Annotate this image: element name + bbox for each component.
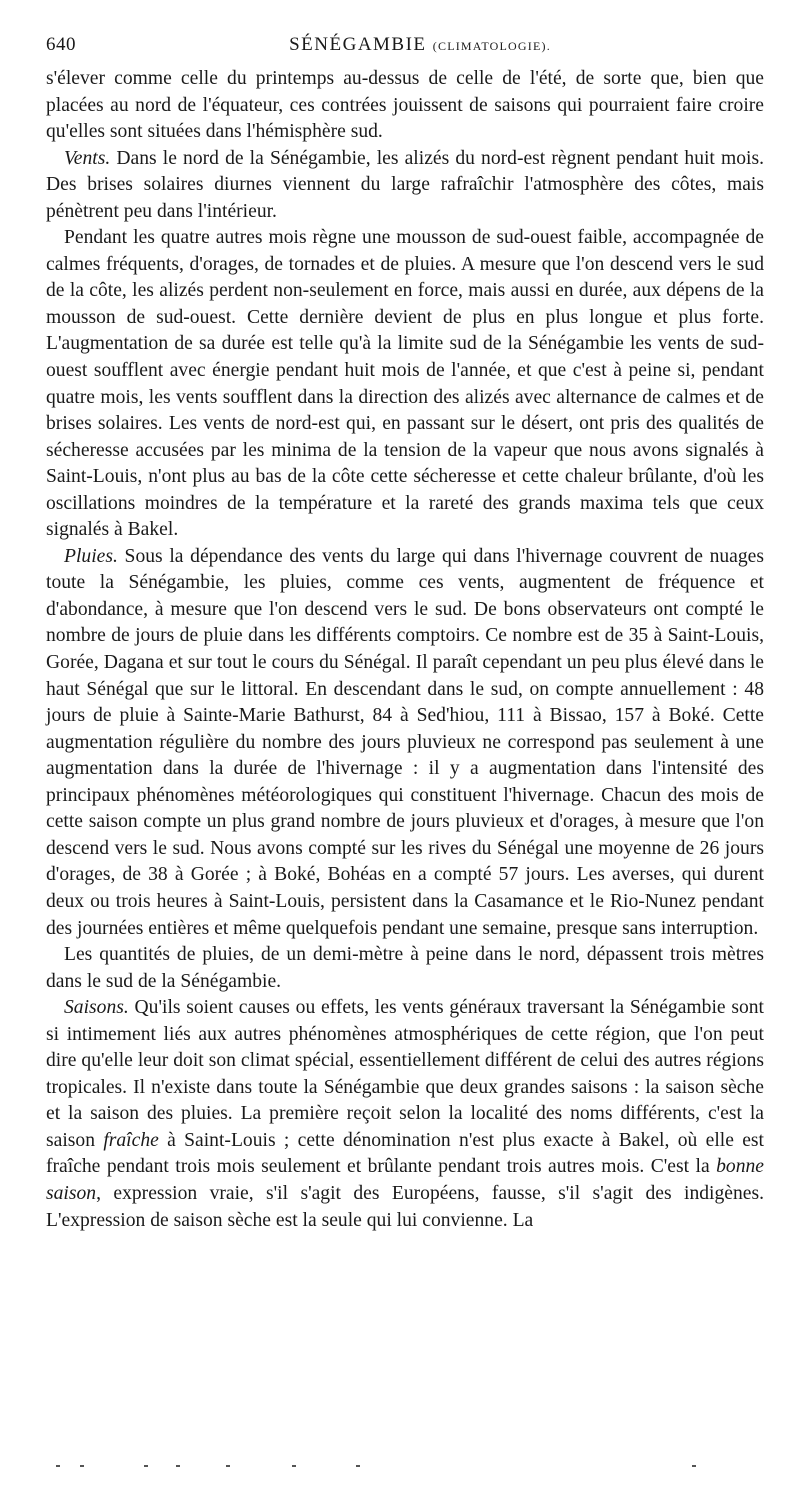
paragraph-quantites <box>46 942 764 995</box>
section-lead: Pluies. <box>64 545 118 567</box>
page-number: 640 <box>46 34 76 55</box>
scan-mark <box>292 1465 296 1467</box>
page-header <box>46 30 764 66</box>
section-lead: Vents. <box>64 147 111 169</box>
scan-mark <box>356 1465 360 1467</box>
paragraph-saisons <box>46 995 764 1234</box>
paragraph-text: Pendant les quatre autres mois règne une mousson de sud-ouest faible, accompagnée de calmes fréquents, d'orages, de tornades et de pluies. A mesure que l'on descend vers le sud de la côte, les alizés perdent non-seulement en force, mais aussi en durée, aux dépens de la mousson de sud-ouest. Cette dernière devient de plus en plus longue et plus forte. L'augmentation de sa durée est telle qu'à la limite sud de la Sénégambie les vents de sud-ouest soufflent avec énergie pendant huit mois de l'année, et que c'est à peine si, pendant quatre mois, les vents soufflent dans la direction des alizés avec alternance de calmes et de brises solaires. Les vents de nord-est qui, en passant sur le désert, ont pris des qualités de sécheresse accusées par les minima de la tension de la vapeur que nous avons signalés à Saint-Louis, n'ont plus au bas de la côte cette sécheresse et cette chaleur brûlante, d'où les oscillations moindres de la température et la rareté des grands maxima tels que ceux signalés à Bakel. <box>46 227 764 541</box>
section-lead: Saisons. <box>64 997 129 1019</box>
emphasis-bonne-saison: bonne saison <box>46 1156 764 1204</box>
scan-mark <box>226 1465 230 1467</box>
page-body <box>46 66 764 1234</box>
paragraph-vents <box>46 146 764 226</box>
book-page <box>46 30 764 1234</box>
paragraph-text: , expression vraie, s'il s'agit des Européens, fausse, s'il s'agit des indigènes. L'expression de saison sèche est la seule qui lui convienne. La <box>46 1182 764 1231</box>
scan-mark <box>692 1465 696 1467</box>
scan-mark <box>176 1465 180 1467</box>
running-head <box>46 34 764 56</box>
paragraph-text: Les quantités de pluies, de un demi-mètre à peine dans le nord, dépassent trois mètres dans le sud de la Sénégambie. <box>46 944 764 992</box>
paragraph-mousson <box>46 225 764 544</box>
paragraph-text: Sous la dépendance des vents du large qui dans l'hivernage couvrent de nuages toute la Sénégambie, les pluies, comme ces vents, augmentent de fréquence et d'abondance, à mesure que l'on descend vers le sud. De bons observateurs ont compté le nombre de jours de pluie dans les différents comptoirs. Ce nombre est de 35 à Saint-Louis, Gorée, Dagana et sur tout le cours du Sénégal. Il paraît cependant un peu plus élevé dans le haut Sénégal que sur le littoral. En descendant dans le sud, on compte annuellement : 48 jours de pluie à Sainte-Marie Bathurst, 84 à Sed'hiou, 111 à Bissao, 157 à Boké. Cette augmentation régulière du nombre des jours pluvieux ne correspond pas seulement à une augmentation dans la durée de l'hivernage : il y a augmentation dans l'intensité des principaux phénomènes météorologiques qui constituent l'hivernage. Chacun des mois de cette saison compte un plus grand nombre de jours pluvieux et d'orages, à mesure que l'on descend vers le sud. Nous avons compté sur les rives du Sénégal une moyenne de 26 jours d'orages, de 38 à Gorée ; à Boké, Bohéas en a compté 57 jours. Les averses, qui durent deux ou trois heures à Saint-Louis, persistent dans la Casamance et le Rio-Nunez pendant des journées entières et même quelquefois pendant une semaine, presque sans interruption. <box>46 545 764 939</box>
scan-mark <box>144 1465 148 1467</box>
scan-mark <box>80 1465 84 1467</box>
footer-scan-marks <box>56 1465 716 1475</box>
paragraph-text: Qu'ils soient causes ou effets, les vents généraux traversant la Sénégambie sont si intimement liés aux autres phénomènes atmosphériques de cette région, que l'on peut dire qu'elle leur doit son climat spécial, essentiellement différent de celui des autres régions tropicales. Il n'existe dans toute la Sénégambie que deux grandes saisons : la saison sèche et la saison des pluies. La première reçoit selon la localité des noms différents, c'est la saison <box>46 997 764 1151</box>
running-title: SÉNÉGAMBIE <box>289 34 427 55</box>
emphasis-fraiche: fraîche <box>103 1129 159 1151</box>
paragraph-text: à Saint-Louis ; cette dénomination n'est plus exacte à Bakel, où elle est fraîche pendant trois mois seulement et brûlante pendant trois autres mois. C'est la <box>46 1129 764 1178</box>
paragraph-continuation <box>46 66 764 146</box>
paragraph-pluies <box>46 544 764 942</box>
scan-mark <box>56 1465 60 1467</box>
paragraph-text: Dans le nord de la Sénégambie, les alizés du nord-est règnent pendant huit mois. Des brises solaires diurnes viennent du large rafraîchir l'atmosphère des côtes, mais pénètrent peu dans l'intérieur. <box>46 147 764 222</box>
paragraph-text: s'élever comme celle du printemps au-dessus de celle de l'été, de sorte que, bien que placées au nord de l'équateur, ces contrées jouissent de saisons qui pourraient faire croire qu'elles sont situées dans l'hémisphère sud. <box>46 68 764 143</box>
running-subtitle: (CLIMATOLOGIE). <box>432 39 551 53</box>
